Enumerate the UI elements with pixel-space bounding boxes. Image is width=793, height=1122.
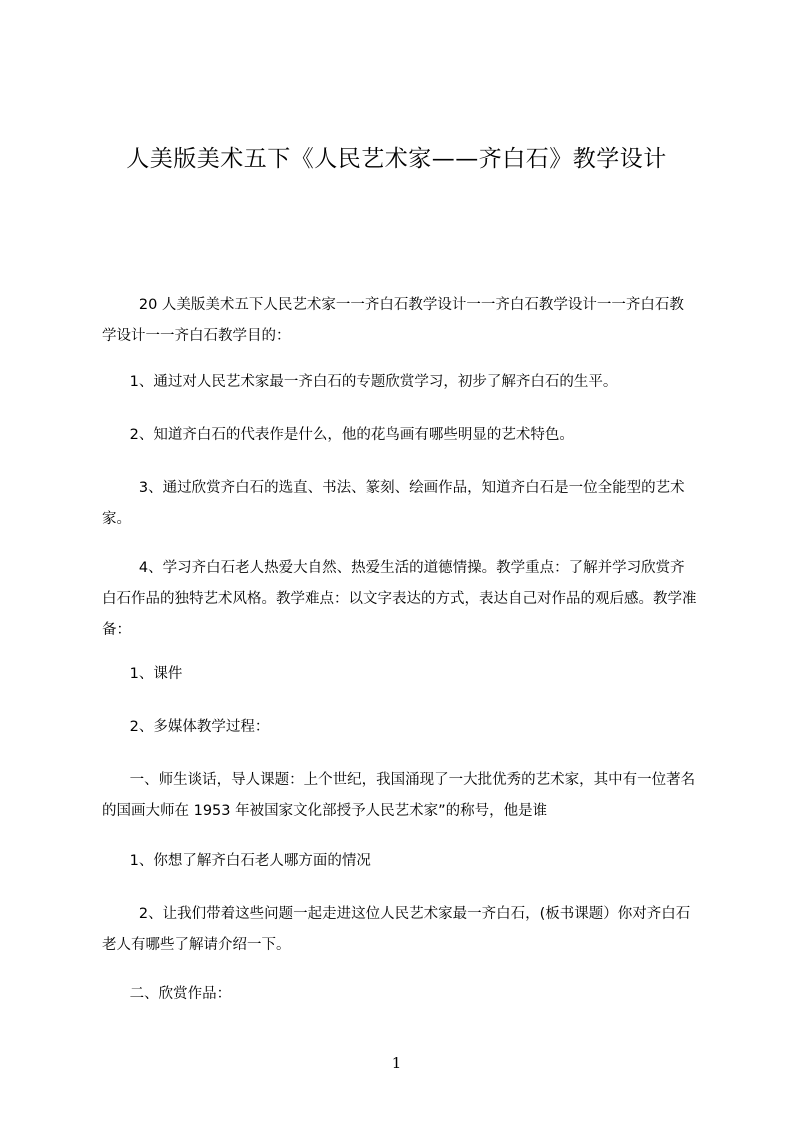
document-title: 人美版美术五下《人民艺术家——齐白石》教学设计 [126, 146, 667, 172]
paragraph-prep-2: 2、多媒体教学过程： [102, 719, 270, 735]
paragraph-step-1-1: 1、你想了解齐白石老人哪方面的情况 [102, 853, 371, 869]
paragraph-objective-1: 1、通过对人民艺术家最一齐白石的专题欣赏学习，初步了解齐白石的生平。 [102, 374, 618, 390]
paragraph-objective-2: 2、知道齐白石的代表作是什么，他的花鸟画有哪些明显的艺术特色。 [102, 427, 574, 443]
page-number: 1 [391, 1054, 402, 1072]
paragraph-step-2: 二、欣赏作品： [102, 986, 232, 1002]
paragraph-objectives-intro: 20 人美版美术五下人民艺术家一一齐白石教学设计一一齐白石教学设计一一齐白石教学设计一一齐白石教学目的： [102, 297, 684, 344]
paragraph-prep-1: 1、课件 [102, 666, 183, 682]
paragraph-objective-3: 3、通过欣赏齐白石的选直、书法、篆刻、绘画作品，知道齐白石是一位全能型的艺术家。 [102, 480, 685, 527]
paragraph-step-1-2: 2、让我们带着这些问题一起走进这位人民艺术家最一齐白石，(板书课题）你对齐白石老人有哪些了解请介绍一下。 [102, 906, 691, 953]
paragraph-objective-4: 4、学习齐白石老人热爱大自然、热爱生活的道德情操。教学重点：了解并学习欣赏齐白石作品的独特艺术风格。教学难点：以文字表达的方式，表达自己对作品的观后感。教学准备： [102, 560, 697, 638]
paragraph-step-1: 一、师生谈话，导人课题：上个世纪，我国涌现了一大批优秀的艺术家，其中有一位著名的国画大师在 1953 年被国家文化部授予人民艺术家”的称号，他是谁 [102, 772, 696, 819]
